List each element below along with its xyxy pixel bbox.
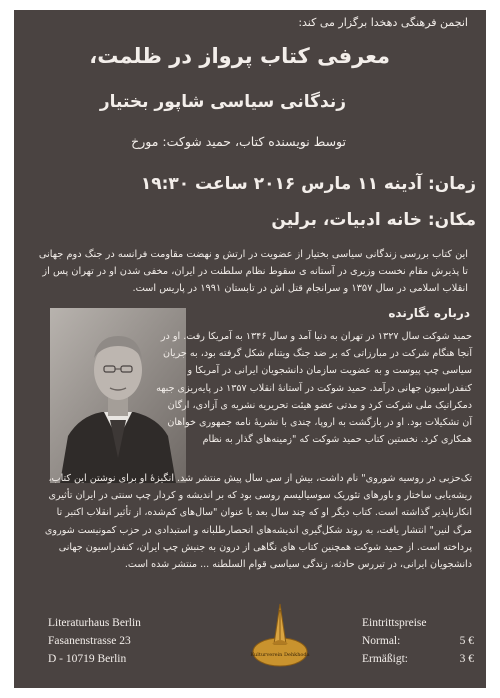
venue-name: Literaturhaus Berlin xyxy=(48,617,141,629)
reduced-price: 3 € xyxy=(459,653,474,665)
poster xyxy=(14,10,486,688)
author-line: توسط نویسنده کتاب، حمید شوکت: مورخ xyxy=(131,134,346,149)
about-author-heading: درباره نگارنده xyxy=(388,306,470,320)
event-time: زمان: آدینه ۱۱ مارس ۲۰۱۶ ساعت ۱۹:۳۰ xyxy=(140,174,476,194)
author-bio-part1: حمید شوکت سال ۱۳۲۷ در تهران به دنیا آمد و سال ۱۳۴۶ به آمریکا رفت. او در آنجا هنگام شرکت در مبارزاتی که بر ضد جنگ ویتنام شکل گرفته بود، به جریان سیاسی چپ پیوست و به عضویت سازمان دانشجویان ایرانی در آمریکا و کنفدراسیون جهانی درآمد. حمید شوکت در آستانهٔ انقلاب ۱۳۵۷ در پایه‌ریزی جبهه دمکراتیک ملی شرکت کرد و مدتی عضو هیئت تحریریه نشریه ی آزادی، ارگان آن تشکیلات بود. او در بازگشت به اروپا، چندی با نشریهٔ نامه جمهوری خواهان همکاری کرد. نخستین کتاب حمید شوکت که "زمینه‌های گذار به نظام xyxy=(156,331,472,446)
ticket-prices xyxy=(362,614,474,668)
logo-lettering: Kulturverein Dehkhoda xyxy=(250,652,310,658)
book-subtitle: زندگانی سیاسی شاپور بختیار xyxy=(99,92,346,112)
author-bio-part2: تک‌حزبی در روسیه شوروی" نام داشت، بیش از سی سال پیش منتشر شد. انگیزهٔ او برای نوشتن این کتاب، ریشه‌یابی ساختار و باورهای تئوریک سوسیالیسم روسی بود که بر اندیشه و کردار چپ سنتی در ایران تأثیری انکارناپذیر گذاشته است. کتاب دیگر او که چند سال بعد با عنوان "سال‌های کم‌شده، از تأثیر انقلاب اکتبر تا مرگ لنین" انتشار یافت، به روند شکل‌گیری اندیشه‌های انحصارطلبانه و استبدادی در حزب کمونیست شوروی پرداخته است. از حمید شوکت همچنین کتاب های نگاهی از درون به جنبش چپ ایران، کنفدراسیون جهانی دانشجویان ایرانی، در تیررس حادثه، زندگی سیاسی قوام السلطنه ... منتشر شده است. xyxy=(44,473,472,571)
normal-label: Normal: xyxy=(362,635,401,647)
event-place: مکان: خانه ادبیات، برلین xyxy=(271,210,476,230)
normal-price-row xyxy=(362,632,474,650)
reduced-label: Ermäßigt: xyxy=(362,653,408,665)
normal-price: 5 € xyxy=(459,635,474,647)
prices-heading: Eintrittspreise xyxy=(362,617,427,629)
venue-street: Fasanenstrasse 23 xyxy=(48,635,131,647)
intro-paragraph: این کتاب بررسی زندگانی سیاسی بختیار از عضویت در ارتش و نهضت مقاومت فرانسه در جنگ دوم جهانی تا پذیرش مقام نخست وزیری در آستانه ی سقوط نظام سلطنت در ایران، مخفی شدن او در تهران پس از انقلاب اسلامی در سال ۱۳۵۷ و سرانجام قتل اش در تابستان ۱۹۹۱ در پاریس است. xyxy=(38,249,468,294)
dehkhoda-logo xyxy=(250,600,310,674)
venue-city: D - 10719 Berlin xyxy=(48,653,127,665)
venue-address xyxy=(48,614,141,668)
organizer-line: انجمن فرهنگی دهخدا برگزار می کند: xyxy=(298,16,468,29)
book-title: معرفی کتاب پرواز در ظلمت، xyxy=(89,44,390,68)
reduced-price-row xyxy=(362,650,474,668)
